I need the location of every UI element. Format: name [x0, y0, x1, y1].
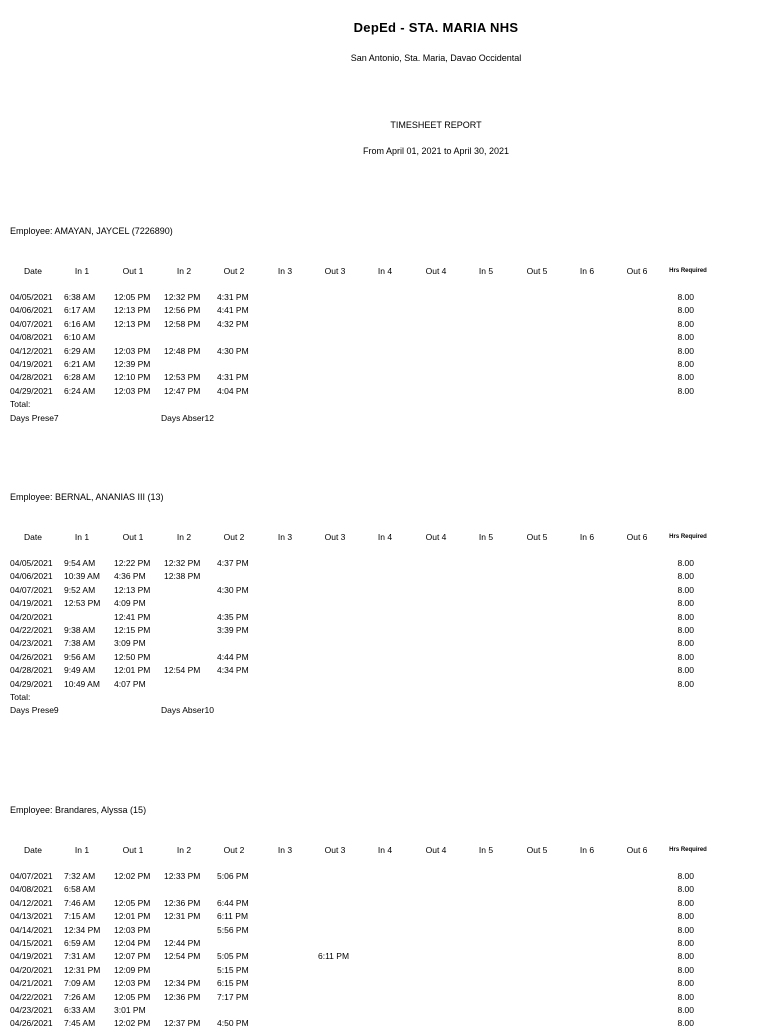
column-header: In 6 — [579, 532, 595, 542]
column-header: In 1 — [74, 532, 90, 542]
report-institution-title: DepEd - STA. MARIA NHS — [353, 20, 519, 35]
table-cell: 8.00 — [677, 924, 694, 935]
table-cell: 04/26/2021 — [10, 651, 53, 662]
table-cell: 8.00 — [677, 558, 694, 568]
table-cell: 04/20/2021 — [10, 964, 53, 975]
table-cell: 12:36 PM — [164, 897, 201, 908]
table-cell: 12:31 PM — [164, 911, 201, 922]
table-cell: 12:41 PM — [114, 611, 151, 622]
table-cell: 6:11 PM — [217, 911, 249, 922]
column-header: Out 5 — [526, 845, 548, 855]
total-label: Total: — [10, 692, 31, 702]
column-header: In 5 — [478, 266, 494, 276]
table-cell: 12:53 PM — [64, 598, 101, 609]
table-cell: 12:13 PM — [114, 318, 151, 329]
table-cell: 8.00 — [677, 372, 694, 383]
table-cell: 6:59 AM — [64, 938, 96, 948]
table-cell: 04/07/2021 — [10, 584, 53, 595]
table-cell: 12:44 PM — [164, 938, 201, 948]
column-header: In 3 — [277, 266, 293, 276]
column-header: In 4 — [377, 845, 393, 855]
table-cell: 12:32 PM — [164, 292, 201, 302]
table-cell: 4:32 PM — [217, 318, 249, 329]
table-cell: 8.00 — [677, 871, 694, 881]
table-cell: 8.00 — [677, 1005, 694, 1015]
report-date-range: From April 01, 2021 to April 30, 2021 — [362, 146, 510, 156]
table-cell: 7:45 AM — [64, 1018, 96, 1028]
table-cell: 9:52 AM — [64, 584, 96, 595]
table-cell: 04/22/2021 — [10, 625, 53, 635]
table-cell: 8.00 — [677, 638, 694, 649]
table-cell: 12:56 PM — [164, 305, 201, 316]
table-cell: 8.00 — [677, 951, 694, 962]
table-cell: 4:41 PM — [217, 305, 249, 316]
column-header: Hrs Required — [669, 267, 707, 274]
column-header: In 2 — [176, 532, 192, 542]
column-header: In 5 — [478, 845, 494, 855]
column-header: In 1 — [74, 266, 90, 276]
table-cell: 12:05 PM — [114, 991, 151, 1002]
table-cell: 12:05 PM — [114, 292, 151, 302]
column-header: Out 6 — [626, 845, 648, 855]
table-cell: 6:58 AM — [64, 884, 96, 895]
table-cell: 04/19/2021 — [10, 598, 53, 609]
column-header: Out 4 — [425, 266, 447, 276]
table-cell: 8.00 — [677, 292, 694, 302]
table-cell: 5:15 PM — [217, 964, 249, 975]
column-header: In 6 — [579, 266, 595, 276]
table-cell: 04/12/2021 — [10, 345, 53, 356]
table-cell: 8.00 — [677, 964, 694, 975]
table-cell: 10:49 AM — [64, 678, 100, 689]
table-cell: 6:29 AM — [64, 345, 96, 356]
table-cell: 8.00 — [677, 897, 694, 908]
table-cell: 8.00 — [677, 678, 694, 689]
table-cell: 12:03 PM — [114, 345, 151, 356]
column-header: Out 1 — [122, 266, 144, 276]
table-cell: 4:37 PM — [217, 558, 249, 568]
column-header: Out 5 — [526, 266, 548, 276]
table-cell: 12:33 PM — [164, 871, 201, 881]
table-cell: 3:01 PM — [114, 1005, 146, 1015]
table-cell: 9:38 AM — [64, 625, 96, 635]
table-cell: 12:01 PM — [114, 665, 151, 676]
table-cell: 12:13 PM — [114, 305, 151, 316]
table-cell: 12:09 PM — [114, 964, 151, 975]
table-cell: 12:50 PM — [114, 651, 151, 662]
table-cell: 4:30 PM — [217, 345, 249, 356]
days-absent: Days Abser12 — [161, 412, 214, 423]
table-cell: 4:50 PM — [217, 1018, 249, 1028]
column-header: In 1 — [74, 845, 90, 855]
total-label: Total: — [10, 399, 31, 410]
table-cell: 12:38 PM — [164, 571, 201, 582]
column-header: Out 6 — [626, 532, 648, 542]
table-cell: 12:02 PM — [114, 871, 151, 881]
table-cell: 12:54 PM — [164, 665, 201, 676]
table-cell: 6:38 AM — [64, 292, 96, 302]
column-header: Out 4 — [425, 845, 447, 855]
table-cell: 04/06/2021 — [10, 571, 53, 582]
table-cell: 9:54 AM — [64, 558, 96, 568]
column-header: Out 2 — [223, 532, 245, 542]
table-cell: 12:48 PM — [164, 345, 201, 356]
table-cell: 6:16 AM — [64, 318, 96, 329]
days-present: Days Prese7 — [10, 412, 59, 423]
column-header: Hrs Required — [669, 846, 707, 853]
table-cell: 04/15/2021 — [10, 938, 53, 948]
column-header: In 2 — [176, 845, 192, 855]
table-cell: 04/29/2021 — [10, 678, 53, 689]
table-cell: 04/07/2021 — [10, 318, 53, 329]
table-cell: 4:35 PM — [217, 611, 249, 622]
column-header: In 5 — [478, 532, 494, 542]
column-header: In 4 — [377, 266, 393, 276]
column-header: Out 4 — [425, 532, 447, 542]
column-header: Date — [24, 266, 42, 276]
table-cell: 7:17 PM — [217, 991, 249, 1002]
table-cell: 04/07/2021 — [10, 871, 53, 881]
institution-address: San Antonio, Sta. Maria, Davao Occidental — [350, 53, 522, 63]
table-cell: 8.00 — [677, 332, 694, 343]
table-cell: 04/28/2021 — [10, 372, 53, 383]
table-cell: 12:02 PM — [114, 1018, 151, 1028]
table-cell: 04/21/2021 — [10, 978, 53, 989]
table-cell: 6:17 AM — [64, 305, 96, 316]
table-cell: 12:22 PM — [114, 558, 151, 568]
days-present: Days Prese9 — [10, 705, 59, 716]
table-cell: 12:13 PM — [114, 584, 151, 595]
table-cell: 3:39 PM — [217, 625, 249, 635]
table-cell: 6:33 AM — [64, 1005, 96, 1015]
table-cell: 04/23/2021 — [10, 638, 53, 649]
table-cell: 12:01 PM — [114, 911, 151, 922]
table-cell: 8.00 — [677, 938, 694, 948]
table-cell: 12:10 PM — [114, 372, 151, 383]
table-cell: 12:31 PM — [64, 964, 101, 975]
column-header: Out 1 — [122, 532, 144, 542]
table-cell: 12:37 PM — [164, 1018, 201, 1028]
table-cell: 4:34 PM — [217, 665, 249, 676]
table-cell: 6:44 PM — [217, 897, 249, 908]
table-cell: 6:11 PM — [318, 951, 350, 962]
column-header: Hrs Required — [669, 533, 707, 540]
table-cell: 8.00 — [677, 345, 694, 356]
column-header: Out 2 — [223, 845, 245, 855]
table-cell: 04/19/2021 — [10, 951, 53, 962]
table-cell: 7:38 AM — [64, 638, 96, 649]
table-cell: 12:34 PM — [64, 924, 101, 935]
table-cell: 12:03 PM — [114, 978, 151, 989]
table-cell: 04/26/2021 — [10, 1018, 53, 1028]
column-header: Out 3 — [324, 532, 346, 542]
table-cell: 04/29/2021 — [10, 385, 53, 396]
table-cell: 8.00 — [677, 625, 694, 635]
table-cell: 7:46 AM — [64, 897, 96, 908]
table-cell: 04/14/2021 — [10, 924, 53, 935]
table-cell: 6:10 AM — [64, 332, 96, 343]
table-cell: 04/22/2021 — [10, 991, 53, 1002]
table-cell: 12:05 PM — [114, 897, 151, 908]
employee-label: Employee: Brandares, Alyssa (15) — [10, 805, 147, 815]
table-cell: 12:34 PM — [164, 978, 201, 989]
table-cell: 04/20/2021 — [10, 611, 53, 622]
column-header: Date — [24, 845, 42, 855]
table-cell: 8.00 — [677, 305, 694, 316]
table-cell: 8.00 — [677, 584, 694, 595]
table-cell: 8.00 — [677, 911, 694, 922]
table-cell: 4:31 PM — [217, 372, 249, 383]
table-cell: 12:03 PM — [114, 924, 151, 935]
table-cell: 12:47 PM — [164, 385, 201, 396]
column-header: In 3 — [277, 845, 293, 855]
column-header: Date — [24, 532, 42, 542]
table-cell: 04/05/2021 — [10, 558, 53, 568]
table-cell: 8.00 — [677, 1018, 694, 1028]
days-absent: Days Abser10 — [161, 705, 214, 716]
table-cell: 4:44 PM — [217, 651, 249, 662]
table-cell: 04/08/2021 — [10, 884, 53, 895]
column-header: Out 2 — [223, 266, 245, 276]
table-cell: 04/05/2021 — [10, 292, 53, 302]
table-cell: 8.00 — [677, 598, 694, 609]
column-header: Out 6 — [626, 266, 648, 276]
column-header: Out 1 — [122, 845, 144, 855]
table-cell: 7:09 AM — [64, 978, 96, 989]
table-cell: 12:32 PM — [164, 558, 201, 568]
table-cell: 8.00 — [677, 385, 694, 396]
table-cell: 12:58 PM — [164, 318, 201, 329]
table-cell: 04/08/2021 — [10, 332, 53, 343]
table-cell: 12:07 PM — [114, 951, 151, 962]
column-header: Out 3 — [324, 266, 346, 276]
table-cell: 12:36 PM — [164, 991, 201, 1002]
table-cell: 6:24 AM — [64, 385, 96, 396]
table-cell: 8.00 — [677, 884, 694, 895]
table-cell: 04/23/2021 — [10, 1005, 53, 1015]
table-cell: 12:03 PM — [114, 385, 151, 396]
table-cell: 12:53 PM — [164, 372, 201, 383]
table-cell: 12:04 PM — [114, 938, 151, 948]
column-header: In 2 — [176, 266, 192, 276]
table-cell: 8.00 — [677, 571, 694, 582]
table-cell: 6:15 PM — [217, 978, 249, 989]
table-cell: 4:31 PM — [217, 292, 249, 302]
table-cell: 12:15 PM — [114, 625, 151, 635]
table-cell: 10:39 AM — [64, 571, 100, 582]
column-header: In 4 — [377, 532, 393, 542]
table-cell: 6:21 AM — [64, 359, 96, 369]
table-cell: 04/13/2021 — [10, 911, 53, 922]
table-cell: 7:15 AM — [64, 911, 96, 922]
table-cell: 9:49 AM — [64, 665, 96, 676]
column-header: Out 3 — [324, 845, 346, 855]
table-cell: 8.00 — [677, 318, 694, 329]
table-cell: 4:09 PM — [114, 598, 146, 609]
table-cell: 5:06 PM — [217, 871, 249, 881]
report-title: TIMESHEET REPORT — [390, 120, 482, 130]
table-cell: 04/12/2021 — [10, 897, 53, 908]
table-cell: 9:56 AM — [64, 651, 96, 662]
table-cell: 8.00 — [677, 359, 694, 369]
table-cell: 12:39 PM — [114, 359, 151, 369]
table-cell: 7:32 AM — [64, 871, 96, 881]
employee-label: Employee: AMAYAN, JAYCEL (7226890) — [10, 226, 173, 236]
table-cell: 7:26 AM — [64, 991, 96, 1002]
table-cell: 7:31 AM — [64, 951, 96, 962]
column-header: Out 5 — [526, 532, 548, 542]
table-cell: 4:04 PM — [217, 385, 249, 396]
table-cell: 04/28/2021 — [10, 665, 53, 676]
column-header: In 3 — [277, 532, 293, 542]
table-cell: 12:54 PM — [164, 951, 201, 962]
table-cell: 04/06/2021 — [10, 305, 53, 316]
table-cell: 8.00 — [677, 978, 694, 989]
table-cell: 5:56 PM — [217, 924, 249, 935]
table-cell: 8.00 — [677, 665, 694, 676]
column-header: In 6 — [579, 845, 595, 855]
table-cell: 4:30 PM — [217, 584, 249, 595]
table-cell: 5:05 PM — [217, 951, 249, 962]
table-cell: 3:09 PM — [114, 638, 146, 649]
table-cell: 04/19/2021 — [10, 359, 53, 369]
table-cell: 8.00 — [677, 651, 694, 662]
table-cell: 8.00 — [677, 991, 694, 1002]
employee-label: Employee: BERNAL, ANANIAS III (13) — [10, 492, 164, 502]
table-cell: 4:07 PM — [114, 678, 146, 689]
table-cell: 8.00 — [677, 611, 694, 622]
table-cell: 4:36 PM — [114, 571, 146, 582]
table-cell: 6:28 AM — [64, 372, 96, 383]
